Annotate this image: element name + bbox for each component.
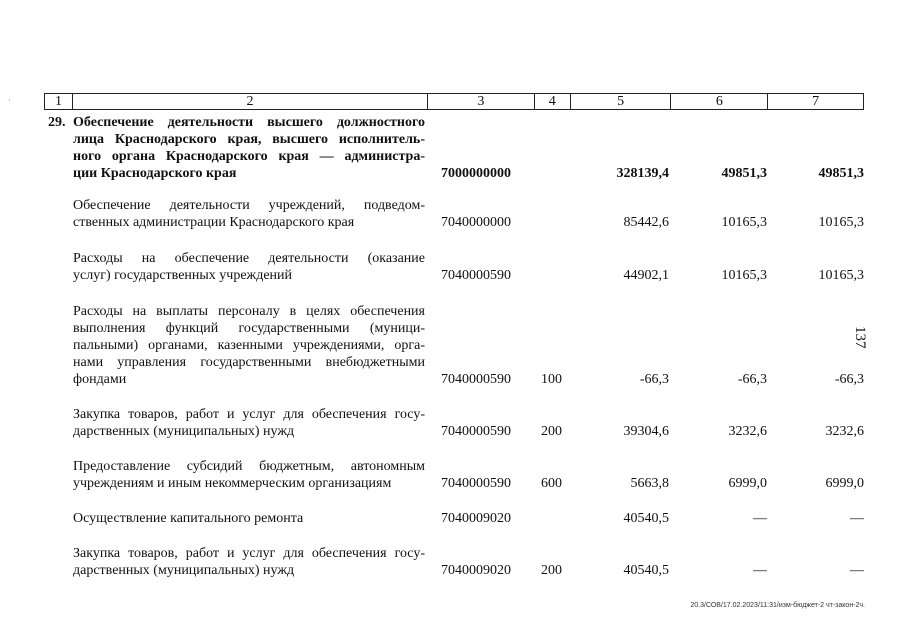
- row-description: [73, 545, 425, 579]
- value-col6: 10165,3: [721, 268, 767, 283]
- value-col5: 40540,5: [623, 563, 669, 578]
- expense-type: 200: [541, 424, 562, 439]
- value-col5: 85442,6: [623, 215, 669, 230]
- header-cell: 7: [812, 94, 820, 109]
- expense-type: 200: [541, 563, 562, 578]
- description-line: Обеспечение деятельности учреждений, подведом-: [73, 198, 425, 213]
- value-col6: 3232,6: [728, 424, 767, 439]
- target-code: 7040000590: [441, 424, 511, 439]
- description-line: дарственных (муниципальных) нужд: [73, 424, 295, 439]
- expense-type: 600: [541, 476, 562, 491]
- target-code: 7000000000: [441, 166, 511, 181]
- description-line: ции Краснодарского края: [73, 166, 237, 181]
- value-col7: —: [850, 511, 864, 526]
- value-col5: 328139,4: [616, 166, 669, 181]
- value-col6: 6999,0: [728, 476, 767, 491]
- row-description: [73, 406, 425, 440]
- description-line: фондами: [73, 372, 127, 387]
- value-col6: —: [753, 511, 767, 526]
- header-cell: 2: [73, 94, 428, 109]
- header-cell: 4: [535, 94, 571, 109]
- description-line: Предоставление субсидий бюджетным, автономным: [73, 459, 425, 474]
- value-col6: —: [753, 563, 767, 578]
- row-description: [73, 458, 425, 492]
- description-line: услуг) государственных учреждений: [73, 268, 293, 283]
- description-line: Закупка товаров, работ и услуг для обеспечения госу-: [73, 546, 425, 561]
- value-col6: 49851,3: [721, 166, 767, 181]
- value-col5: 40540,5: [623, 511, 669, 526]
- row-description: [73, 250, 425, 284]
- target-code: 7040009020: [441, 563, 511, 578]
- value-col7: 6999,0: [825, 476, 864, 491]
- row-description: [73, 114, 425, 182]
- value-col5: 44902,1: [623, 268, 669, 283]
- header-cell: 6: [671, 94, 768, 109]
- value-col6: 10165,3: [721, 215, 767, 230]
- description-line: учреждениям и иным некоммерческим организациям: [73, 476, 392, 491]
- value-col5: -66,3: [639, 372, 669, 387]
- value-col7: —: [850, 563, 864, 578]
- target-code: 7040009020: [441, 511, 511, 526]
- row-description: [73, 197, 425, 231]
- value-col7: 3232,6: [825, 424, 864, 439]
- value-col7: 10165,3: [818, 268, 864, 283]
- description-line: нами управления государственными внебюджетными: [73, 355, 425, 370]
- description-line: Закупка товаров, работ и услуг для обеспечения госу-: [73, 407, 425, 422]
- page-number: 137: [852, 326, 868, 349]
- description-line: Расходы на выплаты персоналу в целях обеспечения: [73, 304, 425, 319]
- description-line: дарственных (муниципальных) нужд: [73, 563, 295, 578]
- value-col7: 49851,3: [818, 166, 864, 181]
- value-col7: -66,3: [834, 372, 864, 387]
- target-code: 7040000000: [441, 215, 511, 230]
- description-line: ственных администрации Краснодарского края: [73, 215, 355, 230]
- value-col5: 39304,6: [623, 424, 669, 439]
- target-code: 7040000590: [441, 268, 511, 283]
- row-description: [73, 510, 425, 527]
- description-line: лица Краснодарского края, высшего исполнитель-: [73, 132, 425, 147]
- header-cell: 3: [428, 94, 535, 109]
- description-line: выполнения функций государственными (муници-: [73, 321, 425, 336]
- document-footer: 20.3/СОВ/17.02.2023/11:31/изм-бюджет-2 чт-закон-2ч.: [690, 602, 865, 609]
- description-line: Осуществление капитального ремонта: [73, 511, 304, 526]
- header-cell: 5: [571, 94, 672, 109]
- expense-type: 100: [541, 372, 562, 387]
- header-cell: 1: [45, 94, 73, 109]
- value-col5: 5663,8: [630, 476, 669, 491]
- row-number: 29.: [48, 115, 66, 130]
- column-number-header: [44, 93, 864, 110]
- value-col7: 10165,3: [818, 215, 864, 230]
- value-col6: -66,3: [737, 372, 767, 387]
- description-line: Расходы на обеспечение деятельности (оказание: [73, 251, 425, 266]
- description-line: пальными) органами, казенными учреждениями, орга-: [73, 338, 425, 353]
- row-description: [73, 303, 425, 388]
- target-code: 7040000590: [441, 372, 511, 387]
- description-line: ного органа Краснодарского края — администра-: [73, 149, 425, 164]
- description-line: Обеспечение деятельности высшего должностного: [73, 115, 425, 130]
- target-code: 7040000590: [441, 476, 511, 491]
- margin-mark: ·: [8, 96, 11, 105]
